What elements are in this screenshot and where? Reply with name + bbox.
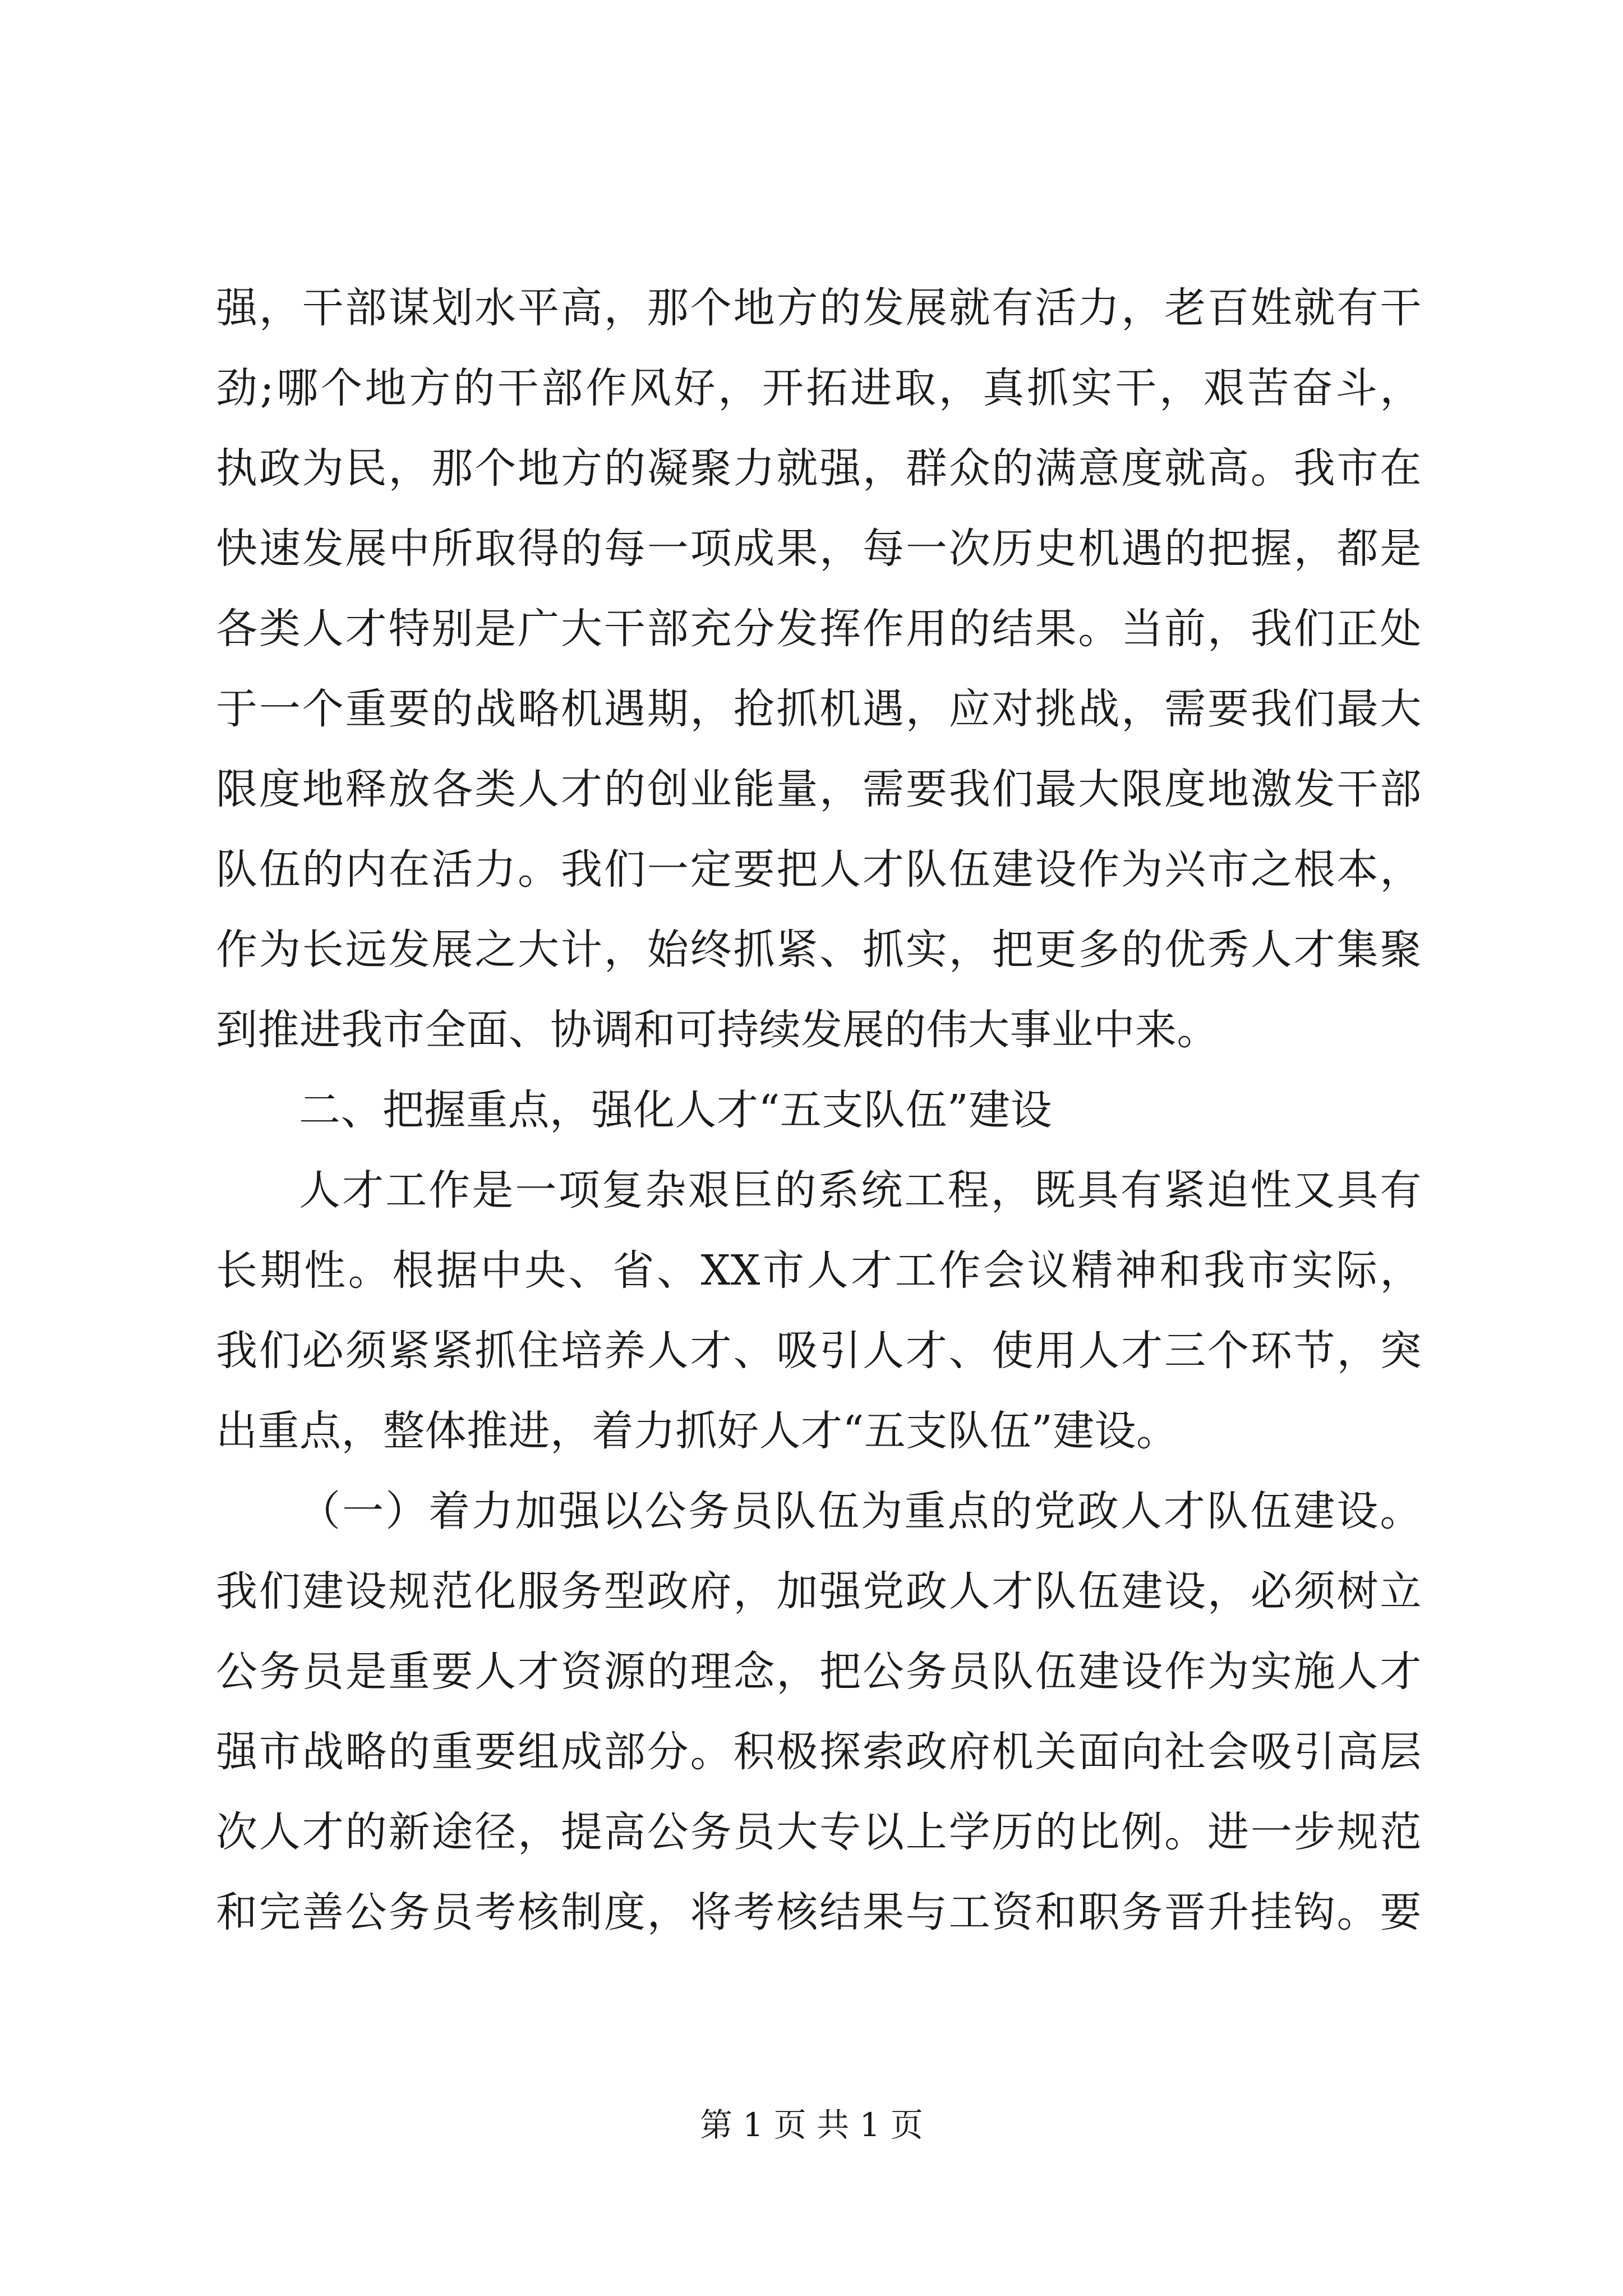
text-line: 长期性。根据中央、省、XX市人才工作会议精神和我市实际， [216,1246,1422,1295]
text-line: 我们必须紧紧抓住培养人才、吸引人才、使用人才三个环节，突 [216,1327,1422,1375]
page-footer: 第 1 页 共 1 页 [700,2106,923,2144]
text-line: 队伍的内在活力。我们一定要把人才队伍建设作为兴市之根本， [216,845,1422,894]
text-line: 和完善公务员考核制度，将考核结果与工资和职务晋升挂钩。要 [216,1888,1422,1936]
text-line: 限度地释放各类人才的创业能量，需要我们最大限度地激发干部 [216,765,1422,813]
text-line: 人才工作是一项复杂艰巨的系统工程，既具有紧迫性又具有 [299,1166,1422,1214]
text-line: 快速发展中所取得的每一项成果，每一次历史机遇的把握，都是 [216,524,1422,573]
text-line: 于一个重要的战略机遇期，抢抓机遇，应对挑战，需要我们最大 [216,685,1422,733]
text-line: 劲;哪个地方的干部作风好，开拓进取，真抓实干，艰苦奋斗， [216,364,1422,412]
text-line: 强，干部谋划水平高，那个地方的发展就有活力，老百姓就有干 [216,284,1422,332]
text-line: 各类人才特别是广大干部充分发挥作用的结果。当前，我们正处 [216,605,1422,653]
text-line: 执政为民，那个地方的凝聚力就强，群众的满意度就高。我市在 [216,444,1422,493]
text-line: 公务员是重要人才资源的理念，把公务员队伍建设作为实施人才 [216,1648,1422,1696]
text-line: 二、把握重点，强化人才“五支队伍”建设 [299,1086,1053,1134]
text-line: 次人才的新途径，提高公务员大专以上学历的比例。进一步规范 [216,1808,1422,1856]
text-line: 我们建设规范化服务型政府，加强党政人才队伍建设，必须树立 [216,1567,1422,1616]
document-body [216,268,1422,1953]
text-line: 作为长远发展之大计，始终抓紧、抓实，把更多的优秀人才集聚 [216,926,1422,974]
text-line: （一）着力加强以公务员队伍为重点的党政人才队伍建设。 [299,1487,1422,1535]
text-line: 到推进我市全面、协调和可持续发展的伟大事业中来。 [216,1006,1219,1054]
text-line: 强市战略的重要组成部分。积极探索政府机关面向社会吸引高层 [216,1728,1422,1776]
text-line: 出重点，整体推进，着力抓好人才“五支队伍”建设。 [216,1407,1178,1455]
